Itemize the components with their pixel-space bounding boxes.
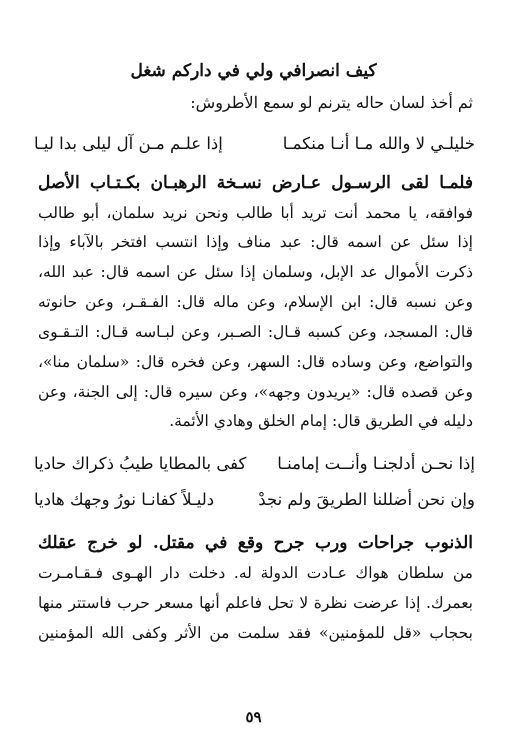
verse-1-hemistich-2: إذا علـم مـن آل ليلى بدا ليـا: [34, 134, 223, 153]
verse-2-hemistich-2: كفى بالمطايا طيبُ ذكراك حاديا: [34, 454, 247, 473]
verse-2: [34, 452, 475, 476]
verse-2-hemistich-1: إذا نحـن أدلجنـا وأنــت إمامنـا: [277, 454, 475, 473]
paragraph-1-line-7: والتواضع، وعن وساده قال: السهر، وعن فخره قال: «سلمان منا»،: [38, 353, 473, 371]
paragraph-2-line-2: من سلطان هواك عـادت الدولة له. دخلت دار الهـوى فـقـامـرت: [38, 564, 473, 582]
verse-1: [34, 132, 475, 156]
paragraph-1-line-3: إذا سئل عن اسمه قال: عبد مناف وإذا انتسب افتخر بالآباء وإذا: [38, 233, 473, 251]
verse-1-hemistich-1: خليلـي لا والله مـا أنـا منكمـا: [282, 134, 475, 153]
page-title: كيف انصرافي ولي في داركم شغل: [130, 61, 377, 81]
paragraph-1-line-6: قال: المسجد، وعن كسبه قـال: الصـبر، وعن لبـاسه قـال: التـقـوى: [38, 323, 473, 341]
verse-3-hemistich-2: دليـلاً كفانـا نورُ وجهك هاديا: [34, 490, 215, 509]
paragraph-2-line-1: الذنوب جراحات ورب جرح وقع في مقتل. لو خرج عقلك: [38, 533, 473, 553]
verse-3-hemistich-1: وإن نحن أضللنا الطريقَ ولم نجدْ: [258, 490, 475, 509]
verse-3: [34, 488, 475, 512]
intro-line: ثم أخذ لسان حاله يترنم لو سمع الأطروش:: [190, 93, 473, 112]
paragraph-1-line-4: ذكرت الأموال عد الإبل، وسلمان إذا سئل عن اسمه قال: عبد الله،: [38, 263, 473, 281]
page-number: ٥٩: [245, 708, 262, 726]
paragraph-2-line-4: بحجاب «قل للمؤمنين» فقد سلمت من الأثر وكفى الله المؤمنين: [38, 624, 473, 642]
paragraph-1-line-8: وعن قصده قال: «يريدون وجهه»، وعن سيره قال: إلى الجنة، وعن: [38, 383, 473, 401]
paragraph-1-line-2: فوافقه، يا محمد أنت تريد أبا طالب ونحن نريد سلمان، أبو طالب: [38, 204, 473, 222]
paragraph-1-line-1: فلمـا لقى الرسـول عـارض نسـخة الرهبـان بكـتـاب الأصل: [38, 173, 473, 193]
paragraph-2-line-3: بعمرك. إذا عرضت نظرة لا تحل فاعلم أنها مسعر حرب فاستتر منها: [38, 594, 473, 612]
paragraph-1-line-9: دليله في الطريق قال: إمام الخلق وهادي الأئمة.: [169, 412, 473, 430]
paragraph-1-line-5: وعن نسبه قال: ابن الإسلام، وعن ماله قال: الفـقـر، وعن حانوته: [38, 293, 473, 311]
